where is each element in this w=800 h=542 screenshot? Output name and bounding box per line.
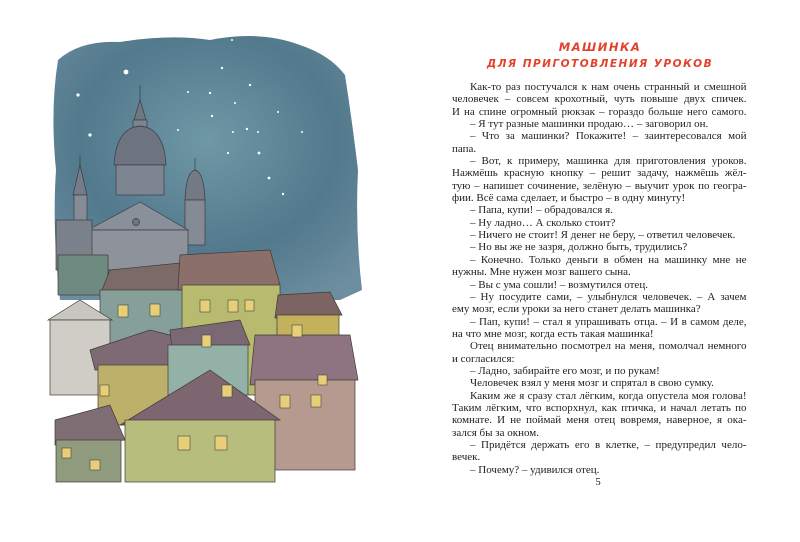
text-line: – Вот, к примеру, машинка для приготовления уроков. <box>470 155 747 168</box>
chapter-title-line-2: ДЛЯ ПРИГОТОВЛЕНИЯ УРОКОВ <box>486 58 714 70</box>
text-line: – Придётся держать его в клетке, – предупредил чело- <box>470 438 747 451</box>
text-line: – Вы с ума сошли! – возмутился отец. <box>470 278 648 291</box>
text-line: И на спине огромный рюкзак – гораздо больше него самого. <box>452 105 747 118</box>
text-line: комнате. И не поймай меня отец вовремя, наверное, я ока- <box>452 414 747 427</box>
text-line: Человечек взял у меня мозг и спрятал в свою сумку. <box>470 377 714 390</box>
page-number: 5 <box>595 476 601 488</box>
text-line: – Ничего не стоит! Я денег не беру, – ответил человечек. <box>470 229 736 242</box>
text-line: и согласился: <box>452 352 515 365</box>
text-line: Каким же я сразу стал лёгким, когда опустела моя голова! <box>470 389 747 402</box>
text-line: Нажмёшь красную кнопку – решит задачу, нажмёшь жёл- <box>452 167 747 180</box>
text-line: вечек. <box>452 451 481 464</box>
text-line: – Пап, купи! – стал я упрашивать отца. – И в самом деле, <box>470 315 747 328</box>
text-line: тую – напишет сочинение, зелёную – выучит урок по геогра- <box>452 179 747 192</box>
text-line: – Ну посудите сами, – улыбнулся человечек. – А зачем <box>470 290 747 303</box>
text-line: Отец внимательно посмотрел на меня, помолчал немного <box>470 340 747 353</box>
text-line: человечек – совсем крохотный, чуть повыше двух спичек. <box>452 93 747 106</box>
text-line: нужны. Мне нужен мозг вашего сына. <box>452 266 631 279</box>
story-text <box>452 81 747 476</box>
text-line: папа. <box>452 142 477 155</box>
text-line: Таким лёгким, что вспорхнул, как птичка, и начал летать по <box>452 401 747 414</box>
text-line: ему мозг, если уроки за него станет делать машинка? <box>452 303 701 316</box>
text-line: – Конечно. Только деньги в обмен на машинку мне не <box>470 253 747 266</box>
text-line: Как-то раз постучался к нам очень странный и смешной <box>470 81 747 93</box>
text-line: – Но вы же не зазря, должно быть, трудились? <box>470 241 688 254</box>
text-line: – Папа, купи! – обрадовался я. <box>470 204 613 217</box>
text-line: – Почему? – удивился отец. <box>470 463 600 476</box>
chapter-title-line-1: МАШИНКА <box>558 40 642 54</box>
text-line: на что мне мозг, когда есть такая машинка! <box>452 327 654 340</box>
text-line: – Ладно, забирайте его мозг, и по рукам! <box>470 364 660 377</box>
text-line: зался бы за окном. <box>452 426 539 439</box>
text-line: фии. Всё сама сделает, и быстро – в одну минуту! <box>452 192 686 205</box>
text-line: – Что за машинки? Покажите! – заинтересовался мой <box>470 130 747 143</box>
text-line: – Я тут разные машинки продаю… – заговорил он. <box>470 118 709 131</box>
text-line: – Ну ладно… А сколько стоит? <box>470 216 616 229</box>
